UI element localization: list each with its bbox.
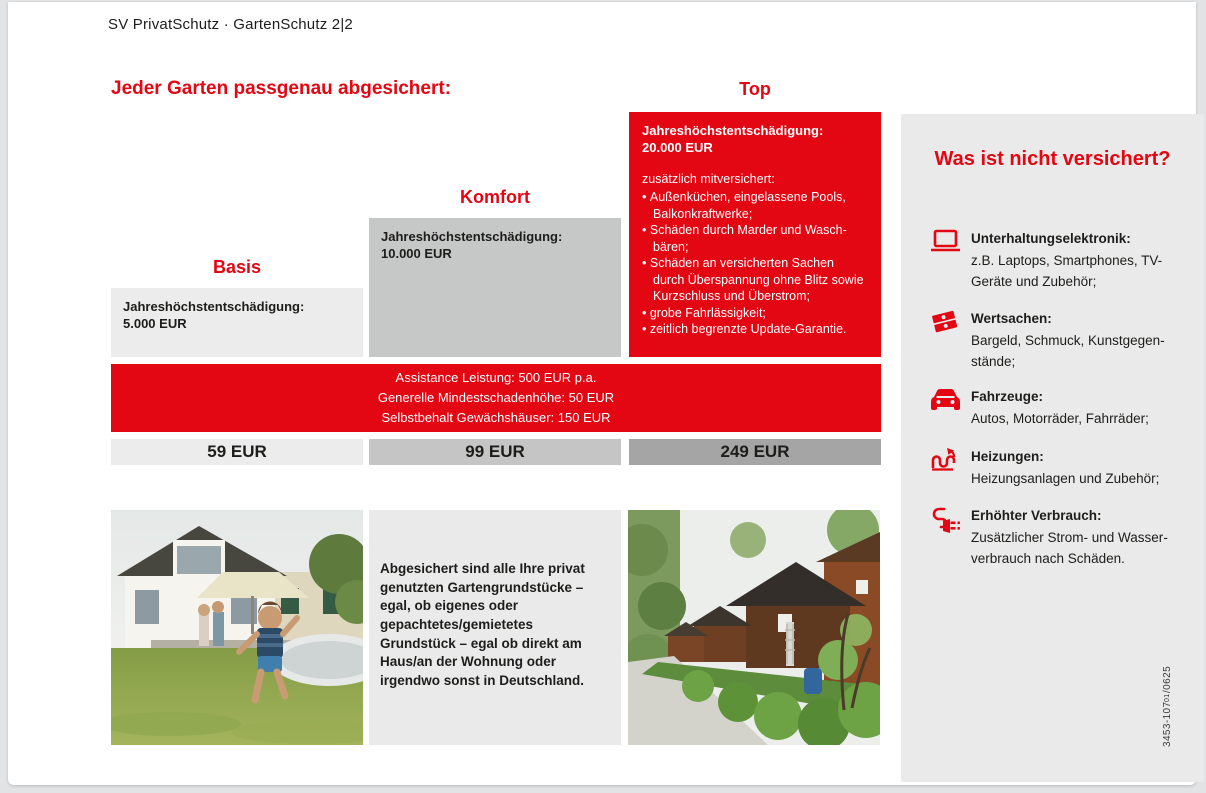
- top-extra-item: • grobe Fahrlässigkeit;: [642, 305, 868, 322]
- car-icon: [930, 386, 961, 429]
- komfort-limit-title: Jahreshöchstentschädigung:: [381, 229, 563, 244]
- top-extra-item: • Außenküchen, eingelassene Pools, Balkonkraftwerke;: [642, 189, 868, 222]
- heating-coil-icon: [930, 446, 961, 489]
- top-limit-value: 20.000 EUR: [642, 139, 713, 155]
- top-extras-title: zusätzlich mitversichert:: [642, 171, 775, 186]
- assistance-line: Assistance Leistung: 500 EUR p.a.: [395, 370, 597, 386]
- assistance-band: [111, 364, 881, 432]
- item-title: Erhöhter Verbrauch:: [971, 508, 1102, 523]
- form-number-rest: /0625: [1162, 665, 1173, 693]
- price-top: 249 EUR: [629, 439, 881, 465]
- top-extras-list: [642, 189, 868, 338]
- item-text: Bargeld, Schmuck, Kunstgegenstände;: [971, 332, 1165, 370]
- top-benefits-box: [629, 112, 881, 357]
- form-number-sub: 01: [1164, 692, 1171, 702]
- banknotes-icon: [930, 308, 961, 373]
- not-insured-item-electronics: [930, 228, 1180, 293]
- komfort-limit-value: 10.000 EUR: [381, 245, 452, 261]
- basis-limit-value: 5.000 EUR: [123, 315, 187, 331]
- top-limit-title: Jahreshöchstentschädigung:: [642, 123, 824, 138]
- item-title: Fahrzeuge:: [971, 389, 1044, 404]
- tier-header-komfort: Komfort: [460, 187, 530, 207]
- item-title: Heizungen:: [971, 449, 1044, 464]
- top-limit: [642, 123, 868, 157]
- tier-header-top: Top: [739, 79, 771, 99]
- form-number-main: 3453-107: [1162, 701, 1173, 747]
- top-extra-item: • Schäden durch Marder und Waschbären;: [642, 222, 868, 255]
- document-header: SV PrivatSchutz · GartenSchutz 2|2: [108, 16, 353, 33]
- not-insured-item-heating: [930, 446, 1180, 489]
- not-insured-item-consumption: [930, 505, 1180, 570]
- coverage-description: Abgesichert sind alle Ihre privat genutzten Gartengrundstücke – egal, ob eigenes oder gepachtetes/gemietetes Grundstück – egal ob direkt am Haus/an der Wohnung oder irgendwo sonst in Deutschland.: [369, 510, 621, 745]
- item-title: Wertsachen:: [971, 311, 1052, 326]
- price-basis: 59 EUR: [111, 439, 363, 465]
- not-insured-title: Was ist nicht versichert?: [934, 148, 1171, 170]
- not-insured-item-valuables: [930, 308, 1180, 373]
- item-text: Heizungsanlagen und Zubehör;: [971, 470, 1160, 486]
- not-insured-panel: [901, 114, 1204, 782]
- top-extra-item: • Schäden an versicherten Sachen durch Überspannung ohne Blitz sowie Kurzschluss und Überstrom;: [642, 255, 868, 305]
- tier-header-basis: Basis: [212, 257, 262, 277]
- page-title: Jeder Garten passgenau abgesichert:: [111, 78, 452, 99]
- photo-family-garden: [111, 510, 363, 745]
- not-insured-item-vehicles: [930, 386, 1180, 429]
- plug-cable-icon: [930, 505, 961, 570]
- price-komfort: 99 EUR: [369, 439, 621, 465]
- assistance-line: Selbstbehalt Gewächshäuser: 150 EUR: [381, 409, 611, 425]
- item-text: z.B. Laptops, Smartphones, TV-Geräte und Zubehör;: [971, 252, 1163, 290]
- assistance-line: Generelle Mindestschadenhöhe: 50 EUR: [377, 390, 615, 406]
- laptop-icon: [930, 228, 961, 293]
- brochure-page: [8, 2, 1196, 785]
- item-text: Autos, Motorräder, Fahrräder;: [971, 410, 1149, 426]
- top-extra-item: • zeitlich begrenzte Update-Garantie.: [642, 321, 868, 338]
- item-text: Zusätzlicher Strom- und Wasserverbrauch nach Schäden.: [971, 529, 1168, 567]
- photo-allotment-gardens: [628, 510, 880, 745]
- item-title: Unterhaltungselektronik:: [971, 231, 1131, 246]
- basis-limit-box: [111, 288, 363, 357]
- komfort-limit-box: [369, 218, 621, 357]
- form-number: [1162, 597, 1173, 747]
- basis-limit-title: Jahreshöchstentschädigung:: [123, 299, 305, 314]
